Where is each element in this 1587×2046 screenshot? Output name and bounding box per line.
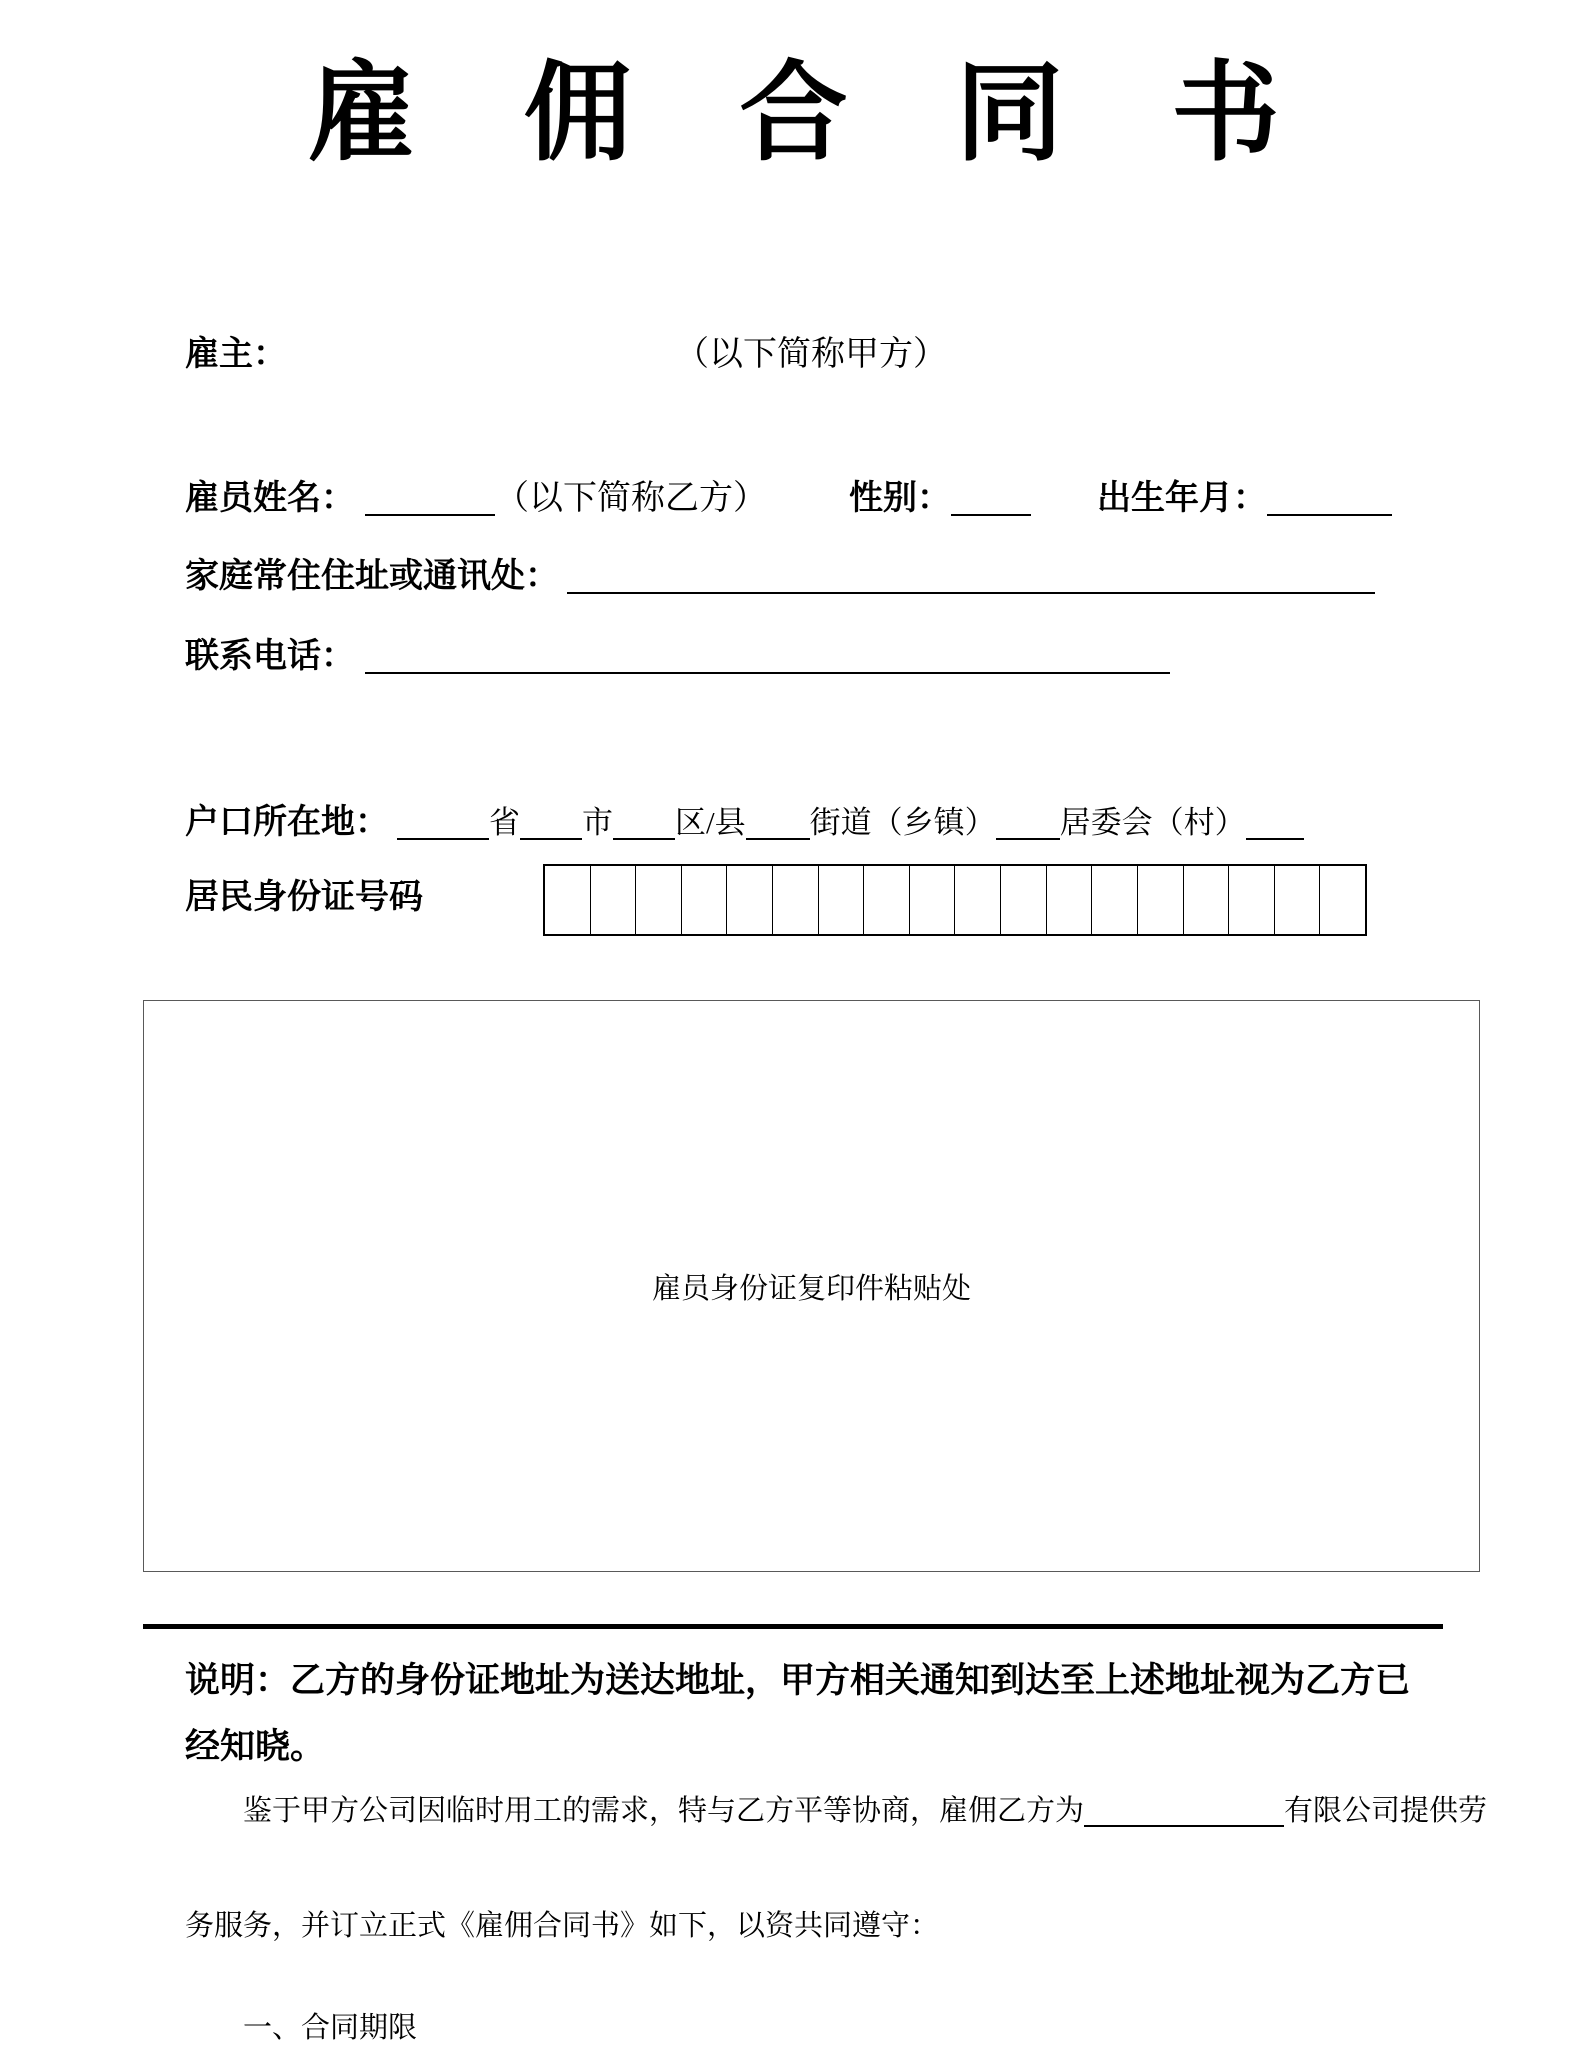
address-label: 家庭常住住址或通讯处： bbox=[185, 558, 559, 595]
committee-blank[interactable] bbox=[996, 838, 1060, 840]
phone-blank[interactable] bbox=[365, 672, 1170, 674]
street-label: 街道（乡镇） bbox=[809, 805, 996, 840]
company-name-blank[interactable] bbox=[1084, 1825, 1284, 1827]
id-cell[interactable] bbox=[636, 866, 682, 934]
id-cell[interactable] bbox=[1275, 866, 1321, 934]
id-cell[interactable] bbox=[682, 866, 728, 934]
id-cell[interactable] bbox=[819, 866, 865, 934]
id-cell[interactable] bbox=[773, 866, 819, 934]
id-cell[interactable] bbox=[910, 866, 956, 934]
address-blank[interactable] bbox=[567, 592, 1375, 594]
notice-text: 说明：乙方的身份证地址为送达地址，甲方相关通知到达至上述地址视为乙方已经知晓。 bbox=[185, 1661, 1411, 1766]
employer-row bbox=[185, 335, 947, 376]
employer-label: 雇主： bbox=[185, 336, 287, 373]
id-cell[interactable] bbox=[1320, 866, 1365, 934]
birth-date-label: 出生年月： bbox=[1097, 480, 1267, 517]
gender-blank[interactable] bbox=[951, 514, 1031, 516]
district-label: 区/县 bbox=[675, 805, 746, 840]
district-blank[interactable] bbox=[613, 838, 675, 840]
id-cell[interactable] bbox=[955, 866, 1001, 934]
id-number-row bbox=[185, 878, 423, 919]
province-label: 省 bbox=[489, 805, 520, 840]
employee-name-blank[interactable] bbox=[365, 514, 495, 516]
section-one-heading: 一、合同期限 bbox=[243, 2012, 418, 2044]
party-a-note: （以下简称甲方） bbox=[675, 336, 947, 373]
village-blank[interactable] bbox=[1246, 838, 1304, 840]
city-label: 市 bbox=[582, 805, 613, 840]
page-title: 雇 佣 合 同 书 bbox=[307, 55, 1280, 174]
city-blank[interactable] bbox=[520, 838, 582, 840]
id-cell[interactable] bbox=[545, 866, 591, 934]
preamble-after-blank: 有限公司提供劳 bbox=[1284, 1795, 1488, 1827]
id-number-label: 居民身份证号码 bbox=[185, 879, 423, 916]
paste-box-label: 雇员身份证复印件粘贴处 bbox=[651, 1272, 971, 1305]
preamble-line-2: 务服务，并订立正式《雇佣合同书》如下，以资共同遵守： bbox=[185, 1910, 940, 1942]
id-cell[interactable] bbox=[864, 866, 910, 934]
preamble-before-blank: 鉴于甲方公司因临时用工的需求，特与乙方平等协商，雇佣乙方为 bbox=[243, 1795, 1085, 1827]
household-label: 户口所在地： bbox=[185, 804, 389, 841]
employee-name-label: 雇员姓名： bbox=[185, 480, 355, 517]
gender-label: 性别： bbox=[849, 480, 951, 517]
id-cell[interactable] bbox=[727, 866, 773, 934]
committee-label: 居委会（村） bbox=[1059, 805, 1246, 840]
id-cell[interactable] bbox=[1138, 866, 1184, 934]
street-blank[interactable] bbox=[746, 838, 810, 840]
household-row bbox=[185, 803, 1304, 844]
party-b-note: （以下简称乙方） bbox=[495, 480, 767, 517]
id-copy-paste-box[interactable] bbox=[143, 1000, 1480, 1572]
id-cell[interactable] bbox=[591, 866, 637, 934]
birth-date-blank[interactable] bbox=[1267, 514, 1392, 516]
employee-info-row bbox=[185, 479, 1392, 520]
id-cell[interactable] bbox=[1001, 866, 1047, 934]
province-blank[interactable] bbox=[397, 838, 489, 840]
id-cell[interactable] bbox=[1047, 866, 1093, 934]
phone-row bbox=[185, 637, 1170, 678]
preamble-line-1 bbox=[185, 1793, 1487, 1829]
address-row bbox=[185, 557, 1375, 598]
id-cell[interactable] bbox=[1092, 866, 1138, 934]
id-cell[interactable] bbox=[1229, 866, 1275, 934]
phone-label: 联系电话： bbox=[185, 638, 355, 675]
divider-rule bbox=[143, 1624, 1443, 1629]
id-number-grid bbox=[543, 864, 1367, 936]
id-cell[interactable] bbox=[1184, 866, 1230, 934]
